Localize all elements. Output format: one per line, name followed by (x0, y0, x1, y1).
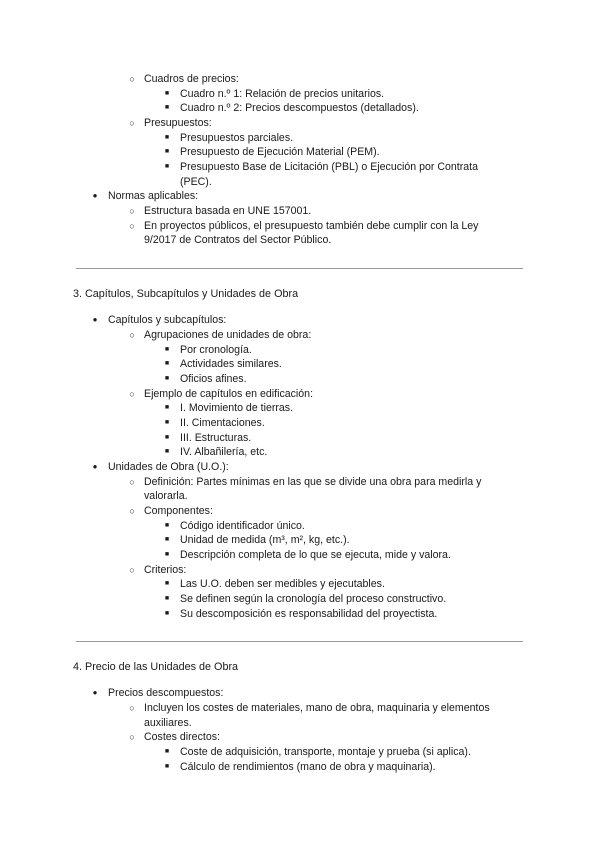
circle-bullet-icon: ○ (129, 732, 135, 742)
list-item-agrup-1: Por cronología. (180, 344, 252, 356)
list-item-agrupaciones: Agrupaciones de unidades de obra: (144, 329, 312, 341)
divider (76, 268, 523, 269)
list-item-ej-3: III. Estructuras. (180, 432, 252, 444)
list-item-ej-2: II. Cimentaciones. (180, 417, 265, 429)
list-item-incluyen-cont: auxiliares. (144, 717, 192, 729)
list-item-precios-descompuestos: Precios descompuestos: (108, 687, 224, 699)
square-bullet-icon: ■ (164, 551, 170, 558)
list-item-normas-2: En proyectos públicos, el presupuesto también debe cumplir con la Ley (144, 220, 479, 232)
disc-bullet-icon: ● (92, 315, 98, 324)
list-item-crit-1: Las U.O. deben ser medibles y ejecutables. (180, 578, 385, 590)
list-item-agrup-2: Actividades similares. (180, 358, 282, 370)
list-item-definicion: Definición: Partes mínimas en las que se divide una obra para medirla y (144, 476, 482, 488)
circle-bullet-icon: ○ (129, 221, 135, 231)
list-item-pres-1: Presupuestos parciales. (180, 132, 294, 144)
square-bullet-icon: ■ (164, 346, 170, 353)
square-bullet-icon: ■ (164, 90, 170, 97)
list-item-normas-1: Estructura basada en UNE 157001. (144, 205, 312, 217)
section-heading-4: 4. Precio de las Unidades de Obra (73, 661, 239, 673)
list-item-comp-1: Código identificador único. (180, 520, 305, 532)
circle-bullet-icon: ○ (129, 506, 135, 516)
square-bullet-icon: ■ (164, 763, 170, 770)
square-bullet-icon: ■ (164, 536, 170, 543)
list-item-criterios: Criterios: (144, 564, 187, 576)
circle-bullet-icon: ○ (129, 703, 135, 713)
list-item-pres-3-cont: (PEC). (180, 176, 212, 188)
square-bullet-icon: ■ (164, 434, 170, 441)
list-item-presupuestos: Presupuestos: (144, 117, 212, 129)
square-bullet-icon: ■ (164, 404, 170, 411)
circle-bullet-icon: ○ (129, 118, 135, 128)
list-item-cuadro-2: Cuadro n.º 2: Precios descompuestos (detallados). (180, 102, 419, 114)
square-bullet-icon: ■ (164, 148, 170, 155)
square-bullet-icon: ■ (164, 104, 170, 111)
section-heading-3: 3. Capítulos, Subcapítulos y Unidades de Obra (73, 288, 299, 300)
divider (76, 641, 523, 642)
circle-bullet-icon: ○ (129, 389, 135, 399)
list-item-cuadros: Cuadros de precios: (144, 73, 239, 85)
list-item-comp-3: Descripción completa de lo que se ejecuta, mide y valora. (180, 549, 451, 561)
square-bullet-icon: ■ (164, 375, 170, 382)
list-item-ejemplo: Ejemplo de capítulos en edificación: (144, 388, 314, 400)
circle-bullet-icon: ○ (129, 206, 135, 216)
square-bullet-icon: ■ (164, 134, 170, 141)
circle-bullet-icon: ○ (129, 74, 135, 84)
list-item-agrup-3: Oficios afines. (180, 373, 247, 385)
square-bullet-icon: ■ (164, 448, 170, 455)
list-item-ej-4: IV. Albañilería, etc. (180, 446, 268, 458)
list-item-cuadro-1: Cuadro n.º 1: Relación de precios unitarios. (180, 88, 385, 100)
circle-bullet-icon: ○ (129, 330, 135, 340)
list-item-unidades-obra: Unidades de Obra (U.O.): (108, 461, 229, 473)
list-item-ej-1: I. Movimiento de tierras. (180, 402, 294, 414)
list-item-componentes: Componentes: (144, 505, 213, 517)
square-bullet-icon: ■ (164, 419, 170, 426)
list-item-cd-2: Cálculo de rendimientos (mano de obra y maquinaria). (180, 761, 436, 773)
list-item-capitulos: Capítulos y subcapítulos: (108, 314, 227, 326)
list-item-definicion-cont: valorarla. (144, 490, 188, 502)
list-item-crit-2: Se definen según la cronología del proceso constructivo. (180, 593, 447, 605)
list-item-incluyen: Incluyen los costes de materiales, mano de obra, maquinaria y elementos (144, 702, 490, 714)
square-bullet-icon: ■ (164, 522, 170, 529)
disc-bullet-icon: ● (92, 688, 98, 697)
list-item-normas-2-cont: 9/2017 de Contratos del Sector Público. (144, 234, 332, 246)
list-item-costes-directos: Costes directos: (144, 731, 220, 743)
list-item-cd-1: Coste de adquisición, transporte, montaje y prueba (si aplica). (180, 746, 471, 758)
list-item-comp-2: Unidad de medida (m³, m², kg, etc.). (180, 534, 350, 546)
square-bullet-icon: ■ (164, 748, 170, 755)
square-bullet-icon: ■ (164, 360, 170, 367)
circle-bullet-icon: ○ (129, 565, 135, 575)
square-bullet-icon: ■ (164, 163, 170, 170)
disc-bullet-icon: ● (92, 191, 98, 200)
square-bullet-icon: ■ (164, 580, 170, 587)
square-bullet-icon: ■ (164, 610, 170, 617)
square-bullet-icon: ■ (164, 595, 170, 602)
list-item-pres-2: Presupuesto de Ejecución Material (PEM). (180, 146, 380, 158)
list-item-normas: Normas aplicables: (108, 190, 199, 202)
list-item-crit-3: Su descomposición es responsabilidad del proyectista. (180, 608, 438, 620)
circle-bullet-icon: ○ (129, 477, 135, 487)
list-item-pres-3: Presupuesto Base de Licitación (PBL) o Ejecución por Contrata (180, 161, 478, 173)
disc-bullet-icon: ● (92, 462, 98, 471)
